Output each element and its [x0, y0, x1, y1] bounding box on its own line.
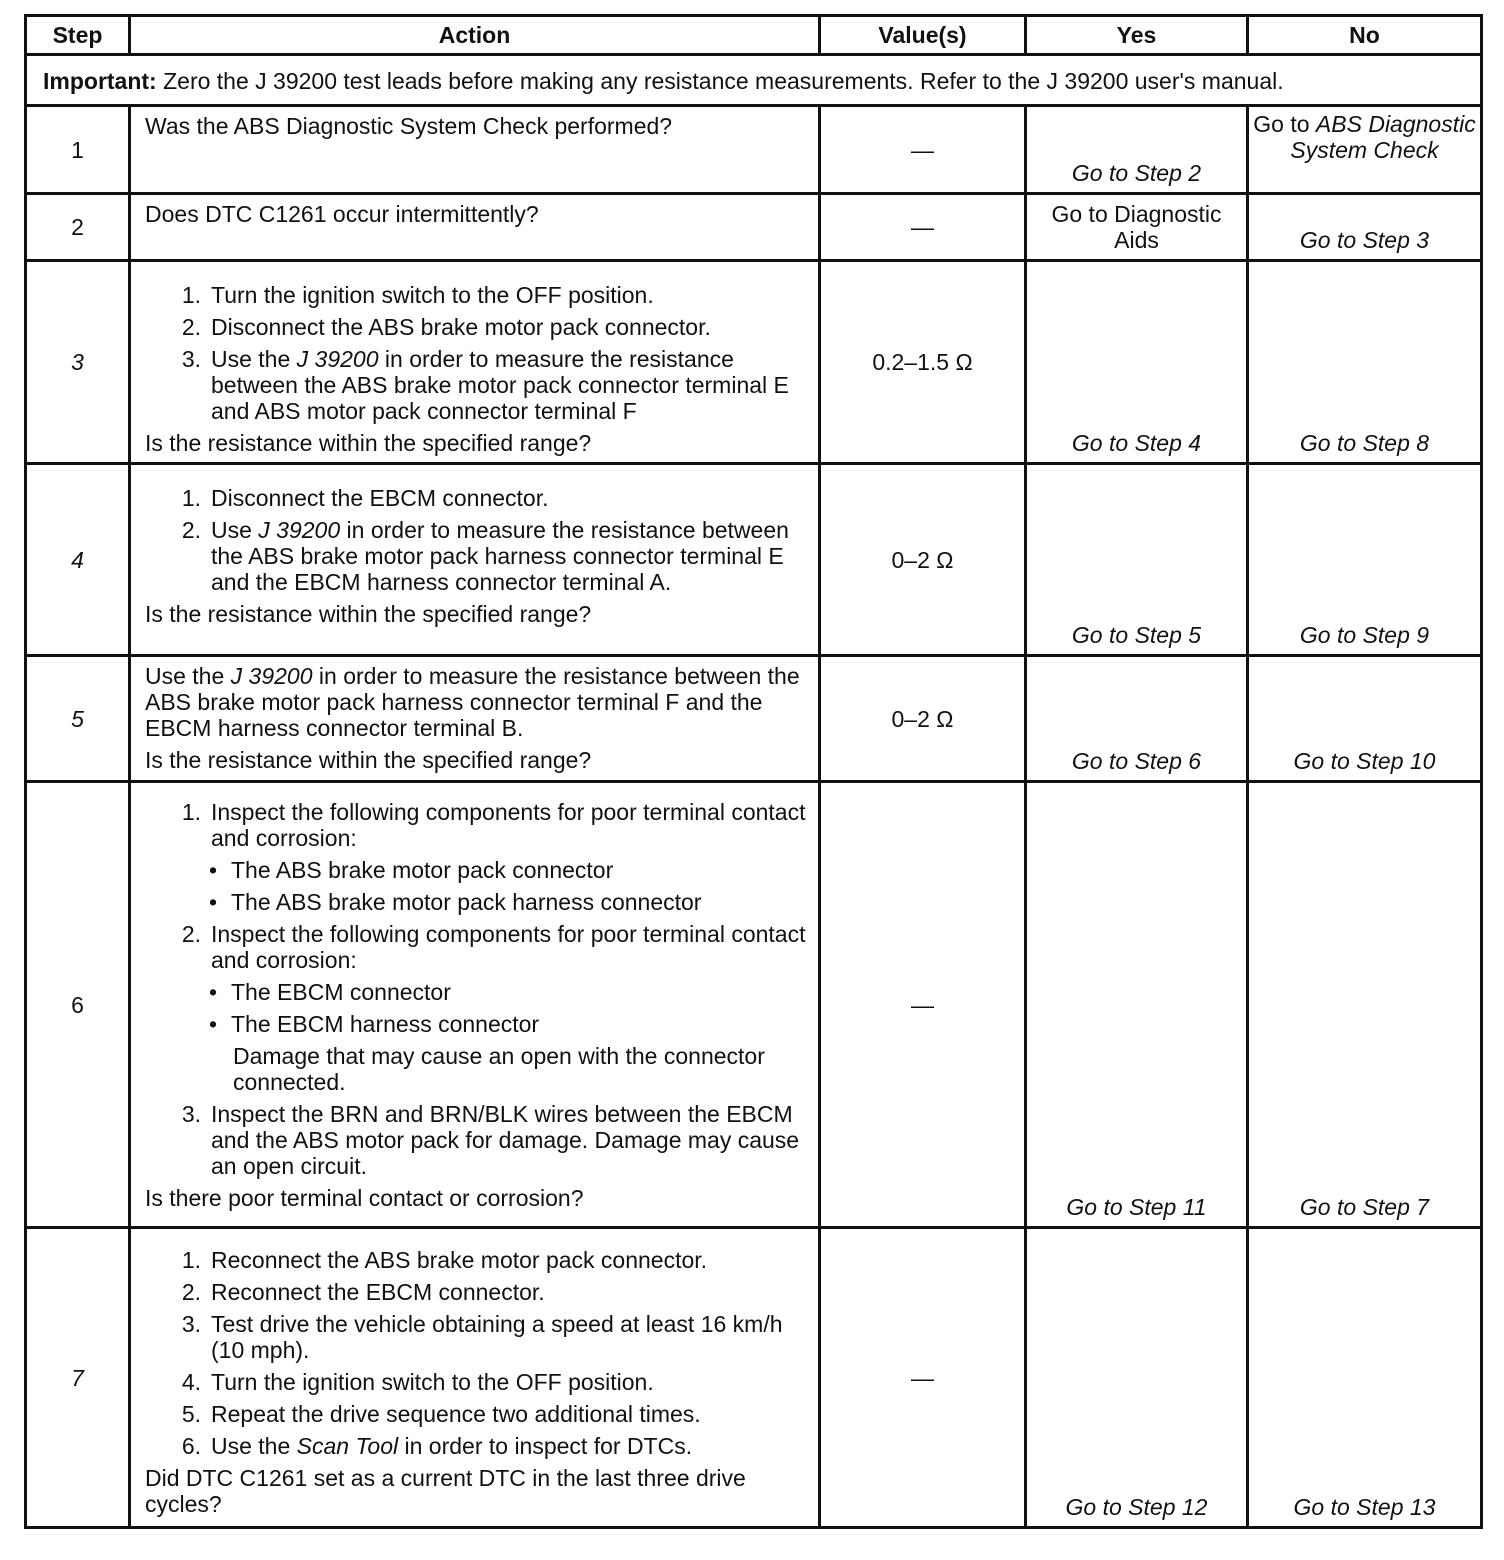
- no-link[interactable]: Go to Step 8: [1248, 261, 1482, 464]
- bullet-item: • The EBCM connector: [209, 979, 451, 1005]
- table-row: [26, 106, 1482, 194]
- list-item: 3. Use the J 39200 in order to measure the resistance between the ABS brake motor pack connector terminal E and ABS motor pack connector terminal F: [181, 346, 789, 424]
- yes-link[interactable]: Go to Step 12: [1026, 1228, 1248, 1528]
- value-cell: —: [820, 194, 1026, 261]
- list-item: 1. Turn the ignition switch to the OFF position.: [181, 282, 654, 308]
- action-question: Is the resistance within the specified range?: [145, 747, 592, 773]
- step-number: 2: [26, 194, 130, 261]
- list-item: 4. Turn the ignition switch to the OFF position.: [181, 1369, 654, 1395]
- action-cell: [130, 464, 820, 656]
- action-cell: [130, 656, 820, 782]
- list-item: 3. Test drive the vehicle obtaining a speed at least 16 km/h (10 mph).: [181, 1311, 783, 1363]
- action-question: Is the resistance within the specified range?: [145, 430, 592, 456]
- important-text: Zero the J 39200 test leads before making any resistance measurements. Refer to the J 39200 user's manual.: [156, 68, 1284, 94]
- value-cell: —: [820, 1228, 1026, 1528]
- action-cell: [130, 194, 820, 261]
- step-number: 1: [26, 106, 130, 194]
- yes-link[interactable]: Go to Step 6: [1026, 656, 1248, 782]
- list-item: 2. Use J 39200 in order to measure the resistance between the ABS brake motor pack harness connector terminal E and the EBCM harness connector terminal A.: [181, 517, 789, 595]
- bullet-item: • The ABS brake motor pack connector: [209, 857, 614, 883]
- table-row: [26, 194, 1482, 261]
- tool-name: J 39200: [258, 517, 341, 543]
- list-item: 2. Reconnect the EBCM connector.: [181, 1279, 545, 1305]
- yes-link[interactable]: Go to Step 11: [1026, 782, 1248, 1228]
- damage-note: Damage that may cause an open with the connector connected.: [233, 1043, 765, 1095]
- action-cell: [130, 1228, 820, 1528]
- diagnostic-table: [24, 14, 1483, 1529]
- yes-link[interactable]: Go to Step 5: [1026, 464, 1248, 656]
- header-action: Action: [130, 16, 820, 55]
- action-cell: [130, 106, 820, 194]
- list-item: 1. Disconnect the EBCM connector.: [181, 485, 549, 511]
- diagnostic-table-sheet: [24, 14, 1480, 1529]
- no-link[interactable]: Go to Step 10: [1248, 656, 1482, 782]
- no-prefix: Go to: [1253, 111, 1316, 137]
- value-cell: —: [820, 106, 1026, 194]
- table-row: [26, 782, 1482, 1228]
- value-cell: 0.2–1.5 Ω: [820, 261, 1026, 464]
- step-number: 5: [26, 656, 130, 782]
- table-row: [26, 1228, 1482, 1528]
- list-item: 1. Inspect the following components for poor terminal contact and corrosion:: [181, 799, 806, 851]
- action-question: Does DTC C1261 occur intermittently?: [145, 201, 539, 227]
- step-number: 3: [26, 261, 130, 464]
- step-number: 4: [26, 464, 130, 656]
- important-row: [26, 55, 1482, 106]
- step-number: 7: [26, 1228, 130, 1528]
- table-row: [26, 464, 1482, 656]
- no-link[interactable]: Go to Step 9: [1248, 464, 1482, 656]
- header-step: Step: [26, 16, 130, 55]
- tool-name: Scan Tool: [296, 1433, 399, 1459]
- table-row: [26, 261, 1482, 464]
- bullet-item: • The ABS brake motor pack harness connector: [209, 889, 702, 915]
- no-link[interactable]: Go to Step 7: [1248, 782, 1482, 1228]
- list-item: 2. Disconnect the ABS brake motor pack connector.: [181, 314, 711, 340]
- yes-link[interactable]: Go to Step 2: [1026, 106, 1248, 194]
- value-cell: —: [820, 782, 1026, 1228]
- value-cell: 0–2 Ω: [820, 656, 1026, 782]
- bullet-item: • The EBCM harness connector: [209, 1011, 540, 1037]
- action-cell: [130, 782, 820, 1228]
- action-question: Is the resistance within the specified range?: [145, 601, 592, 627]
- tool-name: J 39200: [296, 346, 379, 372]
- list-item: 1. Reconnect the ABS brake motor pack connector.: [181, 1247, 708, 1273]
- table-row: [26, 656, 1482, 782]
- action-question: Is there poor terminal contact or corrosion?: [145, 1185, 584, 1211]
- no-link[interactable]: [1248, 106, 1482, 194]
- list-item: 2. Inspect the following components for poor terminal contact and corrosion:: [181, 921, 806, 973]
- step-number: 6: [26, 782, 130, 1228]
- header-yes: Yes: [1026, 16, 1248, 55]
- action-text: Use the J 39200 in order to measure the resistance between the ABS brake motor pack harness connector terminal F and the EBCM harness connector terminal B.: [145, 663, 800, 741]
- no-link[interactable]: Go to Step 3: [1248, 194, 1482, 261]
- header-values: Value(s): [820, 16, 1026, 55]
- important-label: Important:: [43, 68, 157, 94]
- action-cell: [130, 261, 820, 464]
- yes-link[interactable]: Go to Diagnostic Aids: [1026, 194, 1248, 261]
- list-item: 6. Use the Scan Tool in order to inspect for DTCs.: [181, 1433, 693, 1459]
- list-item: 5. Repeat the drive sequence two additional times.: [181, 1401, 701, 1427]
- action-question: Was the ABS Diagnostic System Check performed?: [145, 113, 673, 139]
- tool-name: J 39200: [230, 663, 313, 689]
- value-cell: 0–2 Ω: [820, 464, 1026, 656]
- header-row: [26, 16, 1482, 55]
- yes-link[interactable]: Go to Step 4: [1026, 261, 1248, 464]
- action-question: Did DTC C1261 set as a current DTC in the last three drive cycles?: [145, 1465, 746, 1517]
- no-target: ABS Diagnostic System Check: [1290, 111, 1476, 163]
- list-item: 3. Inspect the BRN and BRN/BLK wires between the EBCM and the ABS motor pack for damage. Damage may cause an open circuit.: [181, 1101, 800, 1179]
- no-link[interactable]: Go to Step 13: [1248, 1228, 1482, 1528]
- important-note: [26, 55, 1482, 106]
- header-no: No: [1248, 16, 1482, 55]
